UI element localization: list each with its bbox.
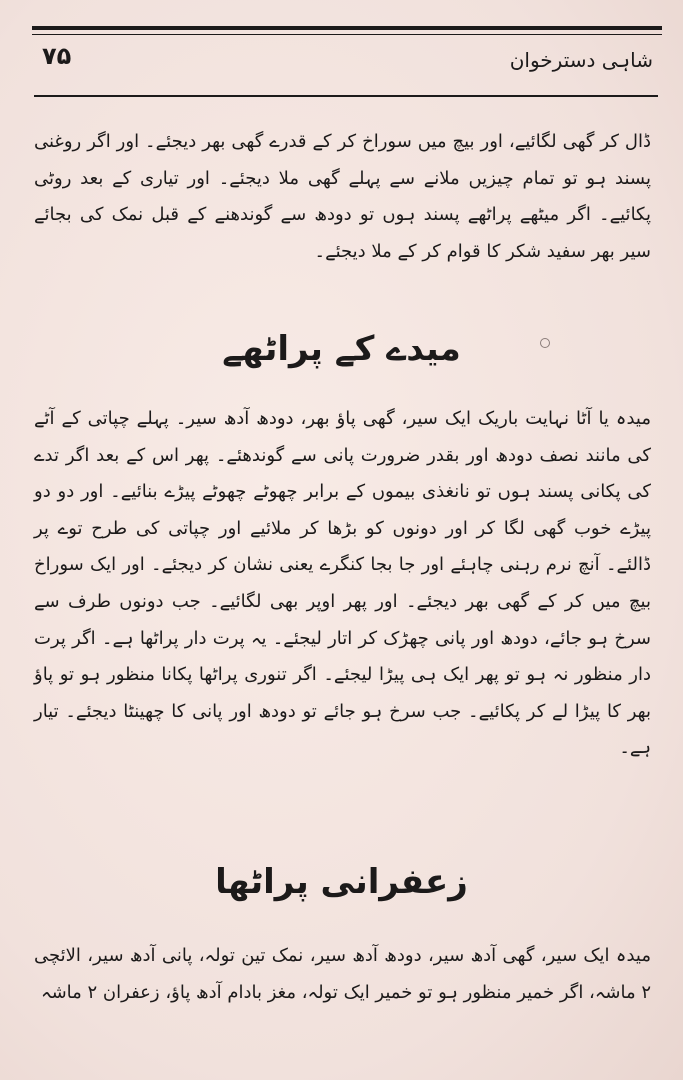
paragraph-maide-ke-parathe: میدہ یا آٹا نہایت باریک ایک سیر، گھی پاؤ بھر، دودھ آدھ سیر۔ پہلے چپاتی کے آٹے کی مانند نصف دودھ اور بقدر ضرورت پانی سے گوندھئے۔ پھر اس کے بعد اگر تدے کی پکانی پسند ہوں تو نانغذی بیموں کے برابر چھوٹے چھوٹے پیڑے بنائیے۔ اور دو دو پیڑے خوب گھی لگا کر اور دونوں کو بڑھا کر ملائیے اور چپاتی کی طرح توے پر ڈالئے۔ آنچ نرم رہنی چاہئے اور جا بجا کنگرے یعنی نشان کر دیجئے۔ اور ایک سوراخ بیچ میں کر کے گھی بھر دیجئے۔ اور پھر اوپر بھی لگائیے۔ جب دونوں طرف سے سرخ ہو جائے، دودھ اور پانی چھڑک کر اتار لیجئے۔ یہ پرت دار پراٹھا ہے۔ اگر پرت دار منظور نہ ہو تو پھر ایک ہی پیڑا لیجئے۔ اگر تنوری پراٹھا پکانا منظور ہو تو پاؤ بھر کا پیڑا لے کر پکائیے۔ جب سرخ ہو جائے تو دودھ اور پانی کا چھینٹا دیجئے۔ تیار ہے۔ (34, 408, 651, 759)
page-number: ۷۵ (42, 42, 72, 70)
paragraph-intro: ڈال کر گھی لگائیے، اور بیچ میں سوراخ کر کے قدرے گھی بھر دیجئے۔ اور اگر روغنی پسند ہو تو تمام چیزیں ملانے سے پہلے گھی ملا دیجئے۔ اور تیاری کے بعد روٹی پکائیے۔ اگر میٹھے پراٹھے پسند ہوں تو دودھ سے گوندھنے کے قبل نمک کی بجائے سیر بھر سفید شکر کا قوام کر کے ملا دیجئے۔ (34, 131, 651, 262)
running-head-title: شاہی دسترخوان (509, 48, 653, 72)
paragraph-zafrani-paratha: میدہ ایک سیر، گھی آدھ سیر، دودھ آدھ سیر، نمک تین تولہ، پانی آدھ سیر، الائچی ۲ ماشہ، اگر خمیر منظور ہو تو خمیر ایک تولہ، مغز بادام آدھ پاؤ، زعفران ۲ ماشہ (34, 945, 651, 1003)
top-border-thin (32, 34, 662, 35)
paper-speck (540, 338, 550, 348)
section-heading-zafrani-paratha: زعفرانی پراٹھا (215, 862, 468, 902)
top-border-thick (32, 26, 662, 30)
section-heading-maide-ke-parathe: میدے کے پراٹھے (222, 329, 461, 369)
header-divider (34, 95, 658, 97)
